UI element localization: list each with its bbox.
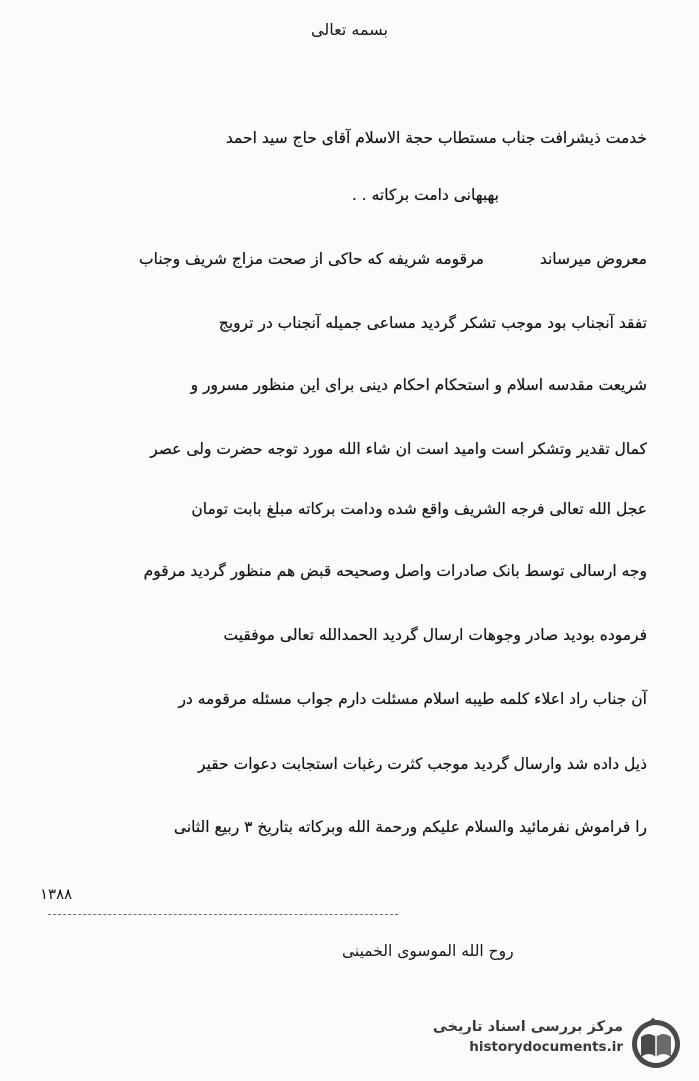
letter-line-3-part-2: مرقومه شریفه که حاکی از صحت مزاج شریف وجناب	[139, 250, 484, 268]
watermark-title: مرکز بررسی اسناد تاریخی	[432, 1019, 623, 1035]
letter-line-4: تفقد آنجناب بود موجب تشکر گردید مساعی جمیله آنجناب در ترویج	[218, 314, 647, 332]
book-emblem-icon	[627, 1017, 685, 1071]
letter-year: ۱۳۸۸	[40, 885, 73, 903]
letter-line-10: آن جناب راد اعلاء کلمه طیبه اسلام مسئلت دارم جواب مسئله مرقومه در	[178, 690, 647, 708]
letter-line-11: ذیل داده شد وارسال گردید موجب کثرت رغبات استجابت دعوات حقیر	[198, 755, 647, 773]
watermark	[395, 1017, 685, 1071]
signature-divider	[48, 914, 398, 915]
watermark-text	[433, 1019, 623, 1055]
letter-heading: بسمه تعالی	[311, 20, 388, 39]
letter-line-3	[139, 250, 647, 268]
letter-line-3-part-1: معروض میرساند	[539, 250, 647, 268]
letter-signature: روح الله الموسوی الخمینی	[342, 942, 514, 960]
letter-line-9: فرموده بودید صادر وجوهات ارسال گردید الحمدالله تعالی موفقیت	[223, 626, 647, 644]
letter-line-7: عجل الله تعالی فرجه الشریف واقع شده ودامت برکاته مبلغ بابت تومان	[191, 500, 647, 518]
letter-line-5: شریعت مقدسه اسلام و استحکام احکام دینی برای این منظور مسرور و	[190, 376, 647, 394]
letter-line-8: وجه ارسالی توسط بانک صادرات واصل وصحیحه قبض هم منظور گردید مرقوم	[143, 562, 647, 580]
letter-line-12: را فراموش نفرمائید والسلام علیکم ورحمة الله وبرکاته بتاریخ ۳ ربیع الثانی	[173, 818, 647, 836]
letter-line-2: بهبهانی دامت برکاته . .	[351, 186, 499, 204]
watermark-url: historydocuments.ir	[469, 1039, 623, 1055]
letter-line-1: خدمت ذیشرافت جناب مستطاب حجة الاسلام آقای حاج سید احمد	[225, 129, 647, 147]
letter-line-6: کمال تقدیر وتشکر است وامید است ان شاء الله مورد توجه حضرت ولی عصر	[150, 440, 647, 458]
